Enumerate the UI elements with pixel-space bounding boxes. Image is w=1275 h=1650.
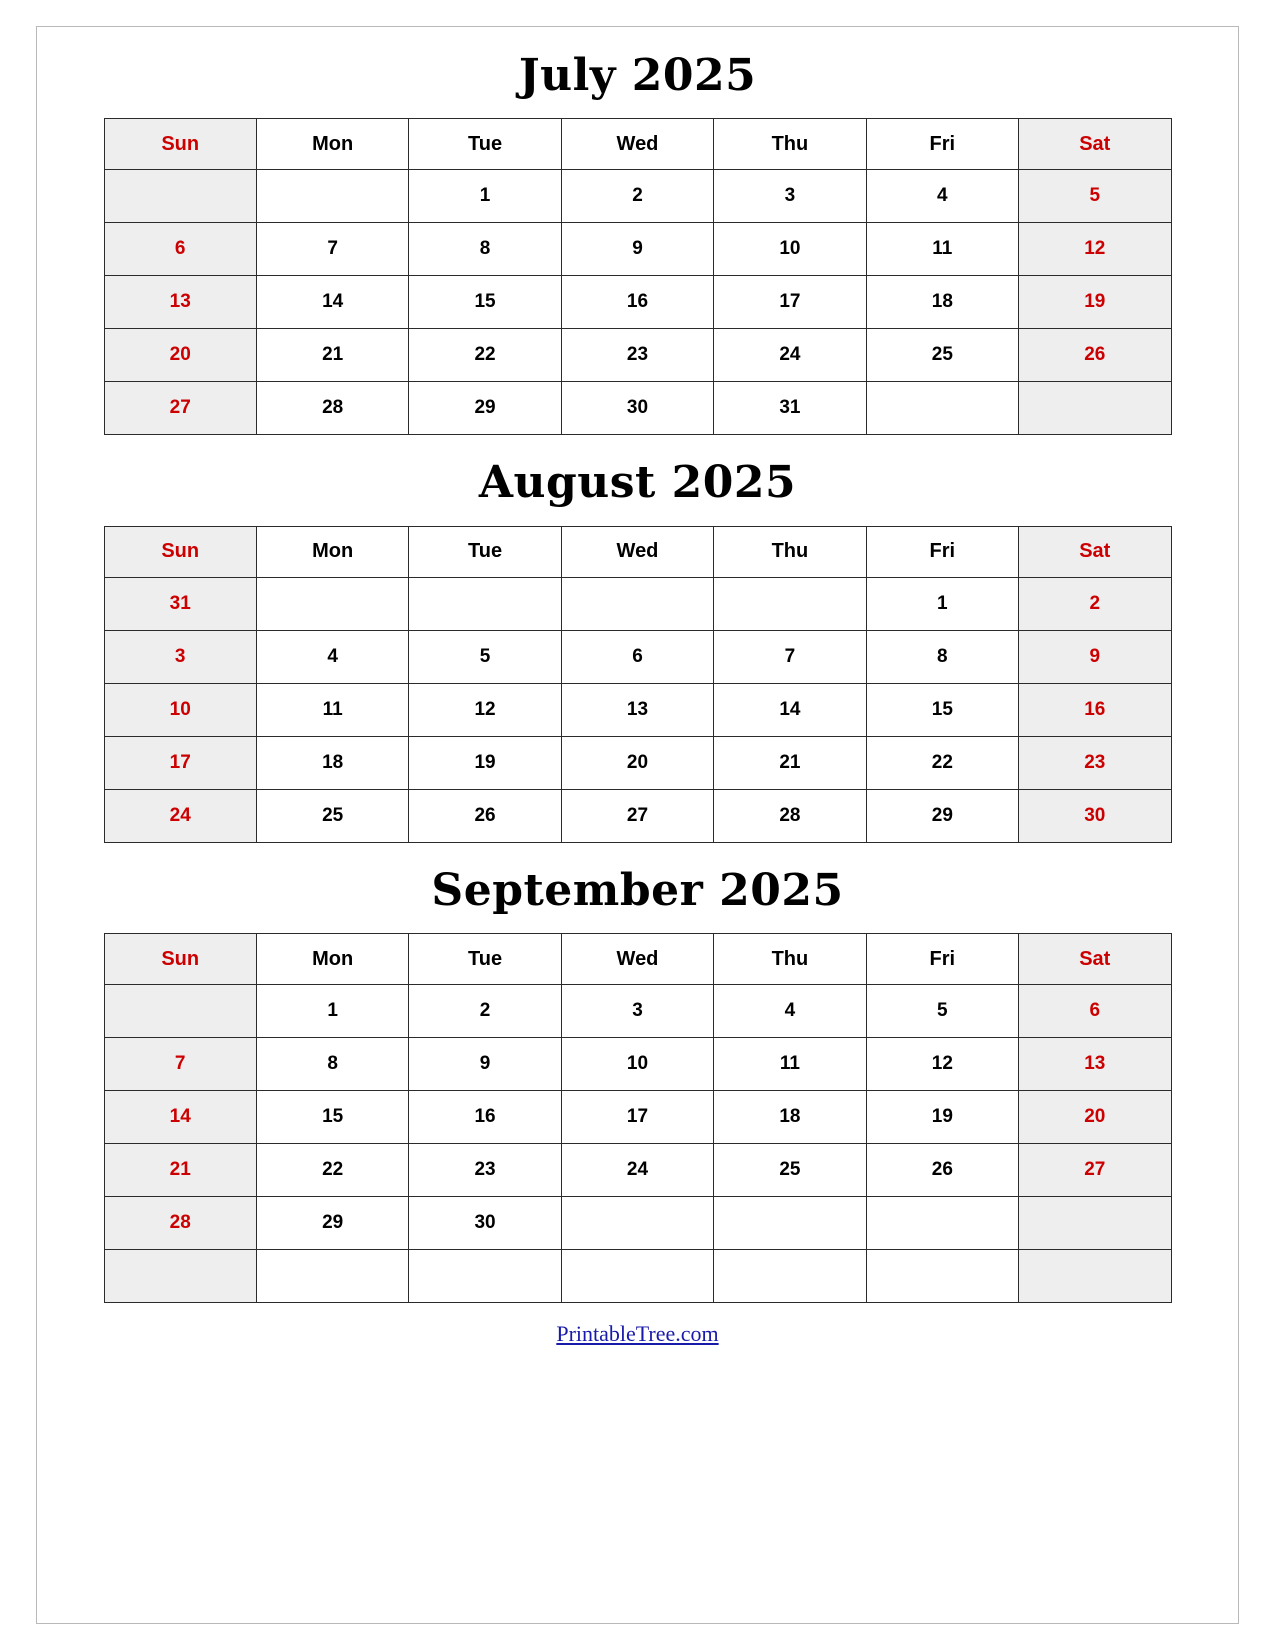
day-cell[interactable]: 29 — [866, 789, 1018, 842]
calendar-grid-september — [104, 933, 1172, 1303]
day-cell[interactable]: 22 — [256, 1144, 408, 1197]
day-cell[interactable]: 10 — [714, 223, 866, 276]
day-cell[interactable]: 18 — [714, 1091, 866, 1144]
day-cell[interactable]: 2 — [1019, 577, 1171, 630]
day-cell[interactable]: 24 — [104, 789, 256, 842]
weekday-header-mon: Mon — [256, 934, 408, 985]
day-cell[interactable]: 8 — [866, 630, 1018, 683]
day-cell[interactable]: 10 — [104, 683, 256, 736]
weekday-header-sun: Sun — [104, 119, 256, 170]
day-cell[interactable]: 6 — [1019, 985, 1171, 1038]
day-cell[interactable]: 3 — [561, 985, 713, 1038]
calendar-week-row — [104, 223, 1171, 276]
day-cell[interactable]: 17 — [104, 736, 256, 789]
calendar-content — [88, 26, 1188, 1347]
day-cell[interactable]: 27 — [561, 789, 713, 842]
month-block-july — [88, 38, 1188, 435]
day-cell[interactable] — [866, 382, 1018, 435]
weekday-header-sat: Sat — [1019, 119, 1171, 170]
day-cell[interactable]: 20 — [104, 329, 256, 382]
day-cell[interactable]: 28 — [256, 382, 408, 435]
day-cell[interactable]: 15 — [866, 683, 1018, 736]
day-cell[interactable]: 15 — [409, 276, 561, 329]
day-cell[interactable]: 3 — [714, 170, 866, 223]
day-cell[interactable]: 19 — [409, 736, 561, 789]
day-cell[interactable]: 19 — [1019, 276, 1171, 329]
calendar-week-row — [104, 382, 1171, 435]
day-cell[interactable] — [561, 1250, 713, 1303]
month-title: September 2025 — [431, 864, 844, 916]
weekday-header-row — [104, 526, 1171, 577]
calendar-grid-august — [104, 526, 1172, 843]
day-cell[interactable]: 18 — [256, 736, 408, 789]
day-cell[interactable]: 16 — [561, 276, 713, 329]
month-title: July 2025 — [518, 50, 757, 101]
day-cell[interactable]: 4 — [866, 170, 1018, 223]
day-cell[interactable]: 31 — [104, 577, 256, 630]
day-cell[interactable]: 17 — [561, 1091, 713, 1144]
month-block-august — [88, 445, 1188, 842]
day-cell[interactable]: 22 — [866, 736, 1018, 789]
day-cell[interactable]: 28 — [714, 789, 866, 842]
day-cell[interactable]: 17 — [714, 276, 866, 329]
day-cell[interactable]: 25 — [866, 329, 1018, 382]
month-block-september — [88, 853, 1188, 1303]
weekday-header-thu: Thu — [714, 526, 866, 577]
day-cell[interactable]: 24 — [561, 1144, 713, 1197]
day-cell[interactable]: 12 — [866, 1038, 1018, 1091]
weekday-header-row — [104, 934, 1171, 985]
day-cell[interactable] — [561, 577, 713, 630]
calendar-week-row — [104, 329, 1171, 382]
day-cell[interactable]: 29 — [409, 382, 561, 435]
weekday-header-sat: Sat — [1019, 526, 1171, 577]
day-cell[interactable]: 22 — [409, 329, 561, 382]
calendar-week-row — [104, 789, 1171, 842]
day-cell[interactable]: 1 — [409, 170, 561, 223]
weekday-header-mon: Mon — [256, 119, 408, 170]
day-cell[interactable]: 1 — [256, 985, 408, 1038]
weekday-header-wed: Wed — [561, 934, 713, 985]
day-cell[interactable]: 23 — [409, 1144, 561, 1197]
day-cell[interactable]: 21 — [714, 736, 866, 789]
day-cell[interactable]: 11 — [866, 223, 1018, 276]
calendar-week-row — [104, 630, 1171, 683]
day-cell[interactable] — [104, 1250, 256, 1303]
day-cell[interactable]: 26 — [1019, 329, 1171, 382]
day-cell[interactable]: 21 — [104, 1144, 256, 1197]
day-cell[interactable]: 1 — [866, 577, 1018, 630]
day-cell[interactable]: 23 — [561, 329, 713, 382]
day-cell[interactable]: 9 — [1019, 630, 1171, 683]
day-cell[interactable]: 10 — [561, 1038, 713, 1091]
day-cell[interactable] — [256, 170, 408, 223]
day-cell[interactable]: 31 — [714, 382, 866, 435]
day-cell[interactable]: 5 — [866, 985, 1018, 1038]
day-cell[interactable] — [714, 577, 866, 630]
day-cell[interactable]: 7 — [104, 1038, 256, 1091]
day-cell[interactable]: 6 — [104, 223, 256, 276]
day-cell[interactable] — [1019, 382, 1171, 435]
calendar-week-row — [104, 1197, 1171, 1250]
day-cell[interactable]: 4 — [256, 630, 408, 683]
day-cell[interactable]: 4 — [714, 985, 866, 1038]
day-cell[interactable]: 29 — [256, 1197, 408, 1250]
day-cell[interactable]: 15 — [256, 1091, 408, 1144]
day-cell[interactable] — [561, 1197, 713, 1250]
day-cell[interactable]: 12 — [409, 683, 561, 736]
day-cell[interactable]: 13 — [104, 276, 256, 329]
weekday-header-sat: Sat — [1019, 934, 1171, 985]
day-cell[interactable]: 30 — [561, 382, 713, 435]
weekday-header-fri: Fri — [866, 526, 1018, 577]
day-cell[interactable]: 18 — [866, 276, 1018, 329]
calendar-week-row — [104, 736, 1171, 789]
day-cell[interactable]: 12 — [1019, 223, 1171, 276]
calendar-week-row — [104, 1091, 1171, 1144]
day-cell[interactable]: 20 — [1019, 1091, 1171, 1144]
weekday-header-tue: Tue — [409, 119, 561, 170]
month-title: August 2025 — [478, 457, 797, 509]
day-cell[interactable]: 8 — [409, 223, 561, 276]
day-cell[interactable]: 28 — [104, 1197, 256, 1250]
weekday-header-row — [104, 119, 1171, 170]
day-cell[interactable]: 6 — [561, 630, 713, 683]
day-cell[interactable]: 27 — [1019, 1144, 1171, 1197]
day-cell[interactable] — [1019, 1250, 1171, 1303]
day-cell[interactable]: 11 — [714, 1038, 866, 1091]
calendar-week-row — [104, 276, 1171, 329]
weekday-header-fri: Fri — [866, 934, 1018, 985]
calendar-week-row — [104, 1144, 1171, 1197]
day-cell[interactable]: 19 — [866, 1091, 1018, 1144]
day-cell[interactable]: 21 — [256, 329, 408, 382]
day-cell[interactable]: 8 — [256, 1038, 408, 1091]
weekday-header-wed: Wed — [561, 526, 713, 577]
weekday-header-mon: Mon — [256, 526, 408, 577]
day-cell[interactable] — [104, 170, 256, 223]
printabletree-link[interactable]: PrintableTree.com — [556, 1321, 719, 1347]
day-cell[interactable]: 5 — [1019, 170, 1171, 223]
calendar-week-row — [104, 577, 1171, 630]
day-cell[interactable]: 7 — [714, 630, 866, 683]
day-cell[interactable] — [256, 577, 408, 630]
day-cell[interactable]: 24 — [714, 329, 866, 382]
day-cell[interactable]: 27 — [104, 382, 256, 435]
weekday-header-wed: Wed — [561, 119, 713, 170]
day-cell[interactable]: 14 — [714, 683, 866, 736]
calendar-week-row — [104, 985, 1171, 1038]
day-cell[interactable]: 11 — [256, 683, 408, 736]
calendar-week-row — [104, 170, 1171, 223]
day-cell[interactable]: 13 — [1019, 1038, 1171, 1091]
day-cell[interactable]: 3 — [104, 630, 256, 683]
day-cell[interactable]: 26 — [866, 1144, 1018, 1197]
calendar-week-row — [104, 683, 1171, 736]
day-cell[interactable]: 9 — [561, 223, 713, 276]
calendar-week-row — [104, 1038, 1171, 1091]
day-cell[interactable] — [256, 1250, 408, 1303]
day-cell[interactable]: 20 — [561, 736, 713, 789]
day-cell[interactable] — [1019, 1197, 1171, 1250]
day-cell[interactable] — [409, 1250, 561, 1303]
day-cell[interactable]: 14 — [104, 1091, 256, 1144]
calendar-grid-july — [104, 118, 1172, 435]
weekday-header-sun: Sun — [104, 526, 256, 577]
day-cell[interactable]: 7 — [256, 223, 408, 276]
day-cell[interactable]: 5 — [409, 630, 561, 683]
day-cell[interactable]: 16 — [409, 1091, 561, 1144]
weekday-header-tue: Tue — [409, 526, 561, 577]
day-cell[interactable]: 14 — [256, 276, 408, 329]
day-cell[interactable]: 2 — [561, 170, 713, 223]
weekday-header-tue: Tue — [409, 934, 561, 985]
day-cell[interactable]: 16 — [1019, 683, 1171, 736]
day-cell[interactable]: 13 — [561, 683, 713, 736]
day-cell[interactable]: 25 — [714, 1144, 866, 1197]
day-cell[interactable]: 23 — [1019, 736, 1171, 789]
footer — [88, 1321, 1188, 1347]
day-cell[interactable]: 9 — [409, 1038, 561, 1091]
day-cell[interactable]: 2 — [409, 985, 561, 1038]
calendar-week-row — [104, 1250, 1171, 1303]
day-cell[interactable] — [714, 1197, 866, 1250]
day-cell[interactable] — [409, 577, 561, 630]
day-cell[interactable] — [866, 1197, 1018, 1250]
day-cell[interactable] — [714, 1250, 866, 1303]
weekday-header-thu: Thu — [714, 934, 866, 985]
weekday-header-fri: Fri — [866, 119, 1018, 170]
day-cell[interactable]: 26 — [409, 789, 561, 842]
weekday-header-sun: Sun — [104, 934, 256, 985]
day-cell[interactable]: 30 — [409, 1197, 561, 1250]
weekday-header-thu: Thu — [714, 119, 866, 170]
day-cell[interactable] — [866, 1250, 1018, 1303]
day-cell[interactable]: 25 — [256, 789, 408, 842]
day-cell[interactable]: 30 — [1019, 789, 1171, 842]
day-cell[interactable] — [104, 985, 256, 1038]
